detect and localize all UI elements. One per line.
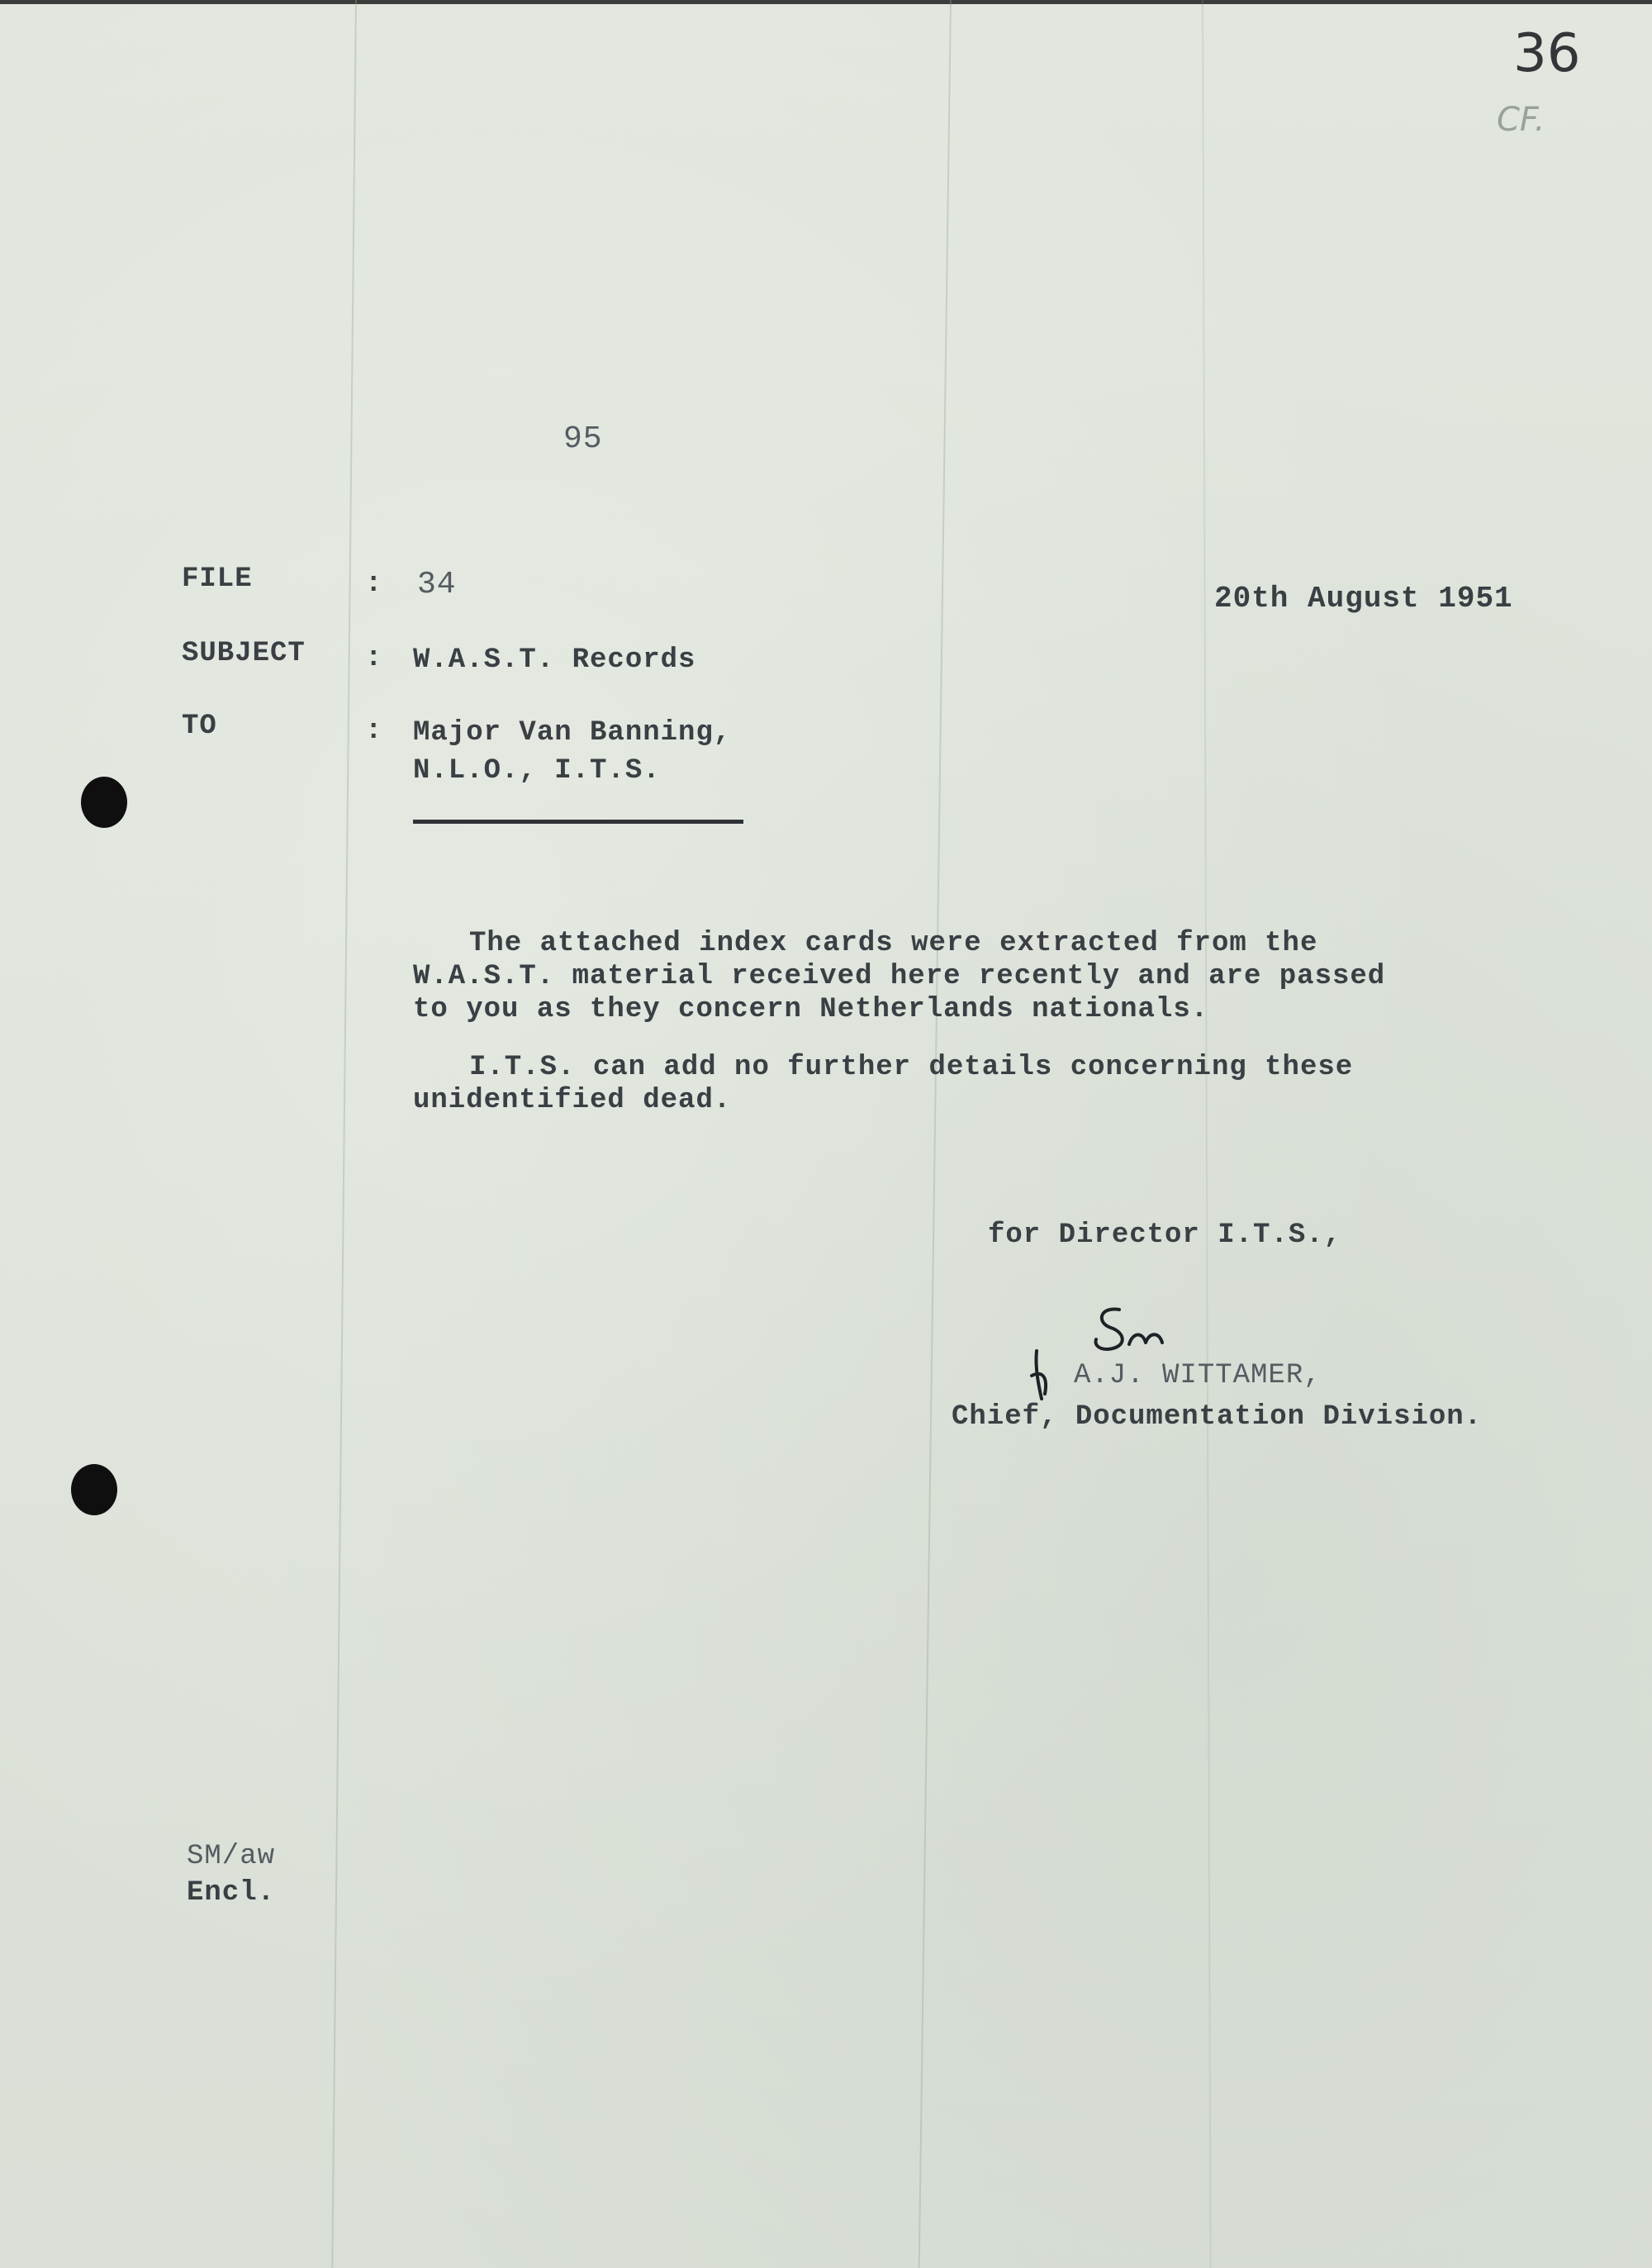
handwritten-signature [1020, 1301, 1194, 1409]
fold-crease [919, 0, 952, 2268]
fold-crease [331, 0, 357, 2268]
page-number: 36 [1513, 23, 1581, 84]
file-label: FILE [182, 563, 253, 595]
page-mark: CF. [1497, 101, 1545, 139]
body-paragraph-1 [413, 927, 1385, 1026]
reference-number: 95 [563, 421, 603, 457]
subject-separator: : [365, 643, 383, 674]
file-value: 34 [417, 567, 457, 602]
to-separator: : [365, 716, 383, 747]
punch-hole [71, 1464, 117, 1515]
paragraph-line: to you as they concern Netherlands nationals. [413, 994, 1209, 1025]
paragraph-line: The attached index cards were extracted from the [469, 928, 1318, 959]
to-label: TO [182, 711, 217, 742]
paragraph-line: W.A.S.T. material received here recently and are passed [413, 961, 1386, 992]
paragraph-line: I.T.S. can add no further details concerning these [469, 1052, 1354, 1083]
signatory-title: Chief, Documentation Division. [952, 1401, 1483, 1433]
signatory-name: A.J. WITTAMER, [1074, 1360, 1322, 1391]
body-paragraph-2 [413, 1051, 1353, 1117]
typist-initials: SM/aw [187, 1841, 276, 1872]
enclosure-note: Encl. [187, 1877, 276, 1909]
paragraph-line: unidentified dead. [413, 1085, 732, 1116]
file-separator: : [365, 568, 383, 600]
scan-top-edge [0, 0, 1652, 4]
for-director-line: for Director I.T.S., [988, 1220, 1342, 1251]
fold-crease [1202, 0, 1212, 2268]
recipient-name: Major Van Banning, [413, 717, 732, 749]
subject-value: W.A.S.T. Records [413, 644, 696, 676]
subject-label: SUBJECT [182, 638, 306, 669]
punch-hole [81, 777, 127, 828]
header-underline [413, 820, 743, 824]
document-date: 20th August 1951 [1214, 582, 1513, 616]
recipient-office: N.L.O., I.T.S. [413, 755, 661, 787]
